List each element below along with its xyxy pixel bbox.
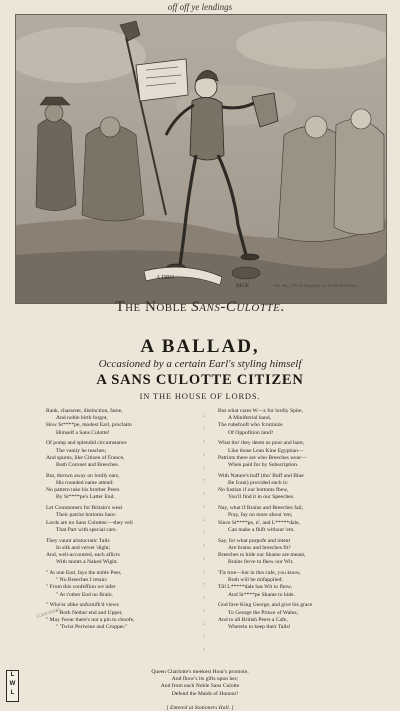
stamp-letter: L xyxy=(10,672,15,678)
right-column xyxy=(218,408,388,635)
verse-line: " From this confeffion we infer xyxy=(46,584,116,591)
verse-line: The rubefooft who fcrutinize xyxy=(218,422,283,429)
verse-line: And fhow's its gifts upon her; xyxy=(171,676,239,683)
plate-imprint: Pub. May 1792 H. Humphrey No 18 Old Bond Street xyxy=(273,283,358,288)
verse-line: Since St****pe, n', and L*****dale, xyxy=(218,519,300,526)
verse-line: By St****pe's Latter End. xyxy=(56,494,115,501)
verse-line: Let Commoners for Britain's weal xyxy=(46,505,123,512)
verse-line: And from each Noble Sans Culotte xyxy=(160,683,240,690)
verse-line: The vanity he teaches; xyxy=(56,447,107,454)
stanza xyxy=(46,440,216,469)
stanza xyxy=(46,538,216,567)
stanza xyxy=(218,602,388,631)
column-divider: : : : : : : : : : : : : : : : : : : : xyxy=(203,413,205,653)
print-title xyxy=(0,299,400,316)
verse-line: No pattern take his brother Peers xyxy=(46,487,120,494)
header-line: off off ye lendings xyxy=(167,2,233,12)
verse-line: Like those Lean Kine Egyptian— xyxy=(228,447,304,454)
print-title-part1: The Noble xyxy=(115,299,188,315)
stanza xyxy=(218,570,388,599)
verse-line: " Who'er alike unfurnifh'd views xyxy=(46,602,119,609)
verse-line: And St****pe Shame to hide. xyxy=(228,591,295,598)
verse-line: And spurns, like Citizen of France, xyxy=(46,454,125,461)
verse-line: Are brains and breeches fit? xyxy=(228,544,291,551)
verse-line: Can make a fhift without 'em. xyxy=(228,526,295,533)
stanza xyxy=(46,473,216,502)
verse-line: Both will be mifapplied: xyxy=(228,577,283,584)
verse-line: Of pomp and splendid circumstance xyxy=(46,440,127,447)
stamp-letter: L xyxy=(10,690,15,696)
verse-line: A Minifterial band, xyxy=(228,415,272,422)
verse-line: Be fcant) provided each is: xyxy=(228,480,289,487)
verse-line: Queen Charlotte's meekest Hour's promote, xyxy=(151,669,249,675)
scroll-text-right: REGE xyxy=(236,284,250,289)
entered-at-stationers-hall: [ Entered at Stationers Hall. ] xyxy=(166,705,234,711)
stanza xyxy=(46,408,216,437)
verse-line: Wherein to keep their Tails! xyxy=(228,624,291,631)
verse-line: " At one End, fays the noble Peer, xyxy=(46,570,122,577)
verse-line: And, well-accoutred, each aflicts xyxy=(46,552,120,559)
caricature-plate xyxy=(15,14,387,304)
stanza xyxy=(218,505,388,534)
verse-line: They vaunt aristocratic Tails xyxy=(46,537,110,544)
ballad-house-of-lords: IN THE HOUSE OF LORDS. xyxy=(139,391,261,401)
verse-line: With Nature's buff (tho' Buff and Blue xyxy=(218,472,304,479)
verse-line: " 'Twixt Periwine and Crupper." xyxy=(56,624,128,631)
stanza xyxy=(46,505,216,534)
scroll-text-left: A DRO xyxy=(156,275,175,281)
verse-line: " May fwear there's not a pin to choofe, xyxy=(46,616,135,623)
verse-line: How St****pe, modest Earl, proclaim xyxy=(46,422,132,429)
verse-line: Brains ferve to fhew our Wit. xyxy=(228,559,294,566)
verse-line: Of Oppofition land? xyxy=(228,429,274,436)
verse-line: Nay, what if Brains and Breeches fail, xyxy=(218,505,304,512)
caricature-illustration xyxy=(16,15,386,303)
verse-line: Breeches to hide our Shame are meant, xyxy=(218,552,306,559)
verse-line: You'll find it in our Speeches. xyxy=(228,494,295,501)
stanza xyxy=(46,570,216,599)
stanza xyxy=(218,408,388,437)
verse-line: Say, for what purpofe and intent xyxy=(218,537,291,544)
verse-line: " At t'other End no Brain. xyxy=(56,591,114,598)
verse-line: And noble birth forgot, xyxy=(56,415,108,422)
verse-line: In silk and velvet 'dight; xyxy=(56,544,111,551)
verse-line: But what cares W—z for lordly Spite, xyxy=(218,408,303,414)
print-title-part2: Sans-Culotte xyxy=(191,299,281,315)
stamp-letter: W xyxy=(9,681,16,687)
verse-line: Himself a Sans Culotte! xyxy=(56,429,110,436)
verse-line: That Part with special care. xyxy=(56,526,118,533)
ballad-occasioned: Occasioned by a certain Earl's styling himself xyxy=(98,358,302,370)
pencil-annotation: (Caricature) xyxy=(36,607,61,620)
verse-line: What tho' they deem us poor and bare, xyxy=(218,440,305,447)
verse-line: " No Breeches I retain: xyxy=(56,577,108,584)
verse-line: Rank, character, distinction, fame, xyxy=(46,408,123,414)
verse-line: Defend the Maids of Honour! xyxy=(171,690,239,697)
verse-line: But, thrown away on lordly ears, xyxy=(46,472,120,479)
stanza xyxy=(218,440,388,469)
print-title-part3: . xyxy=(280,299,285,315)
library-stamp xyxy=(6,670,19,702)
stanza xyxy=(218,473,388,502)
left-column xyxy=(46,408,216,635)
verse-line: When paid for by Subscription. xyxy=(228,462,299,469)
verse-line: " Both Nether end and Upper, xyxy=(56,609,123,616)
verse-line: Pray, fay no more about 'em; xyxy=(228,512,293,519)
verse-line: Their patriot bottoms bare: xyxy=(56,512,117,519)
verse-line: Both Coronet and Breeches. xyxy=(56,462,120,469)
verse-line: 'Tis true—but in this cafe, you know, xyxy=(218,570,301,577)
verse-line: His rounded name attend: xyxy=(56,480,114,487)
verse-line: No fustian if our bottoms fhew, xyxy=(218,487,289,494)
ballad-title: A BALLAD, xyxy=(140,336,260,357)
stanza xyxy=(218,538,388,567)
verse-line: Lords are no Sans Culottes:—they veil xyxy=(46,519,133,526)
final-stanza xyxy=(0,669,400,698)
verse-line: To George the Prince of Wales; xyxy=(228,609,298,616)
verse-line: And to all British Peers a Cafe, xyxy=(218,616,288,623)
verse-line: With taunts a Naked Wight. xyxy=(56,559,119,566)
verse-line: Patriots there are who Breeches wear— xyxy=(218,454,307,461)
ballad-citizen: A SANS CULOTTE CITIZEN xyxy=(96,372,304,388)
verse-line: God fave King George, and give his grace xyxy=(218,602,313,609)
stanza xyxy=(46,602,216,631)
verse-line: Till L*****dale has Wit to fhow, xyxy=(218,584,292,591)
